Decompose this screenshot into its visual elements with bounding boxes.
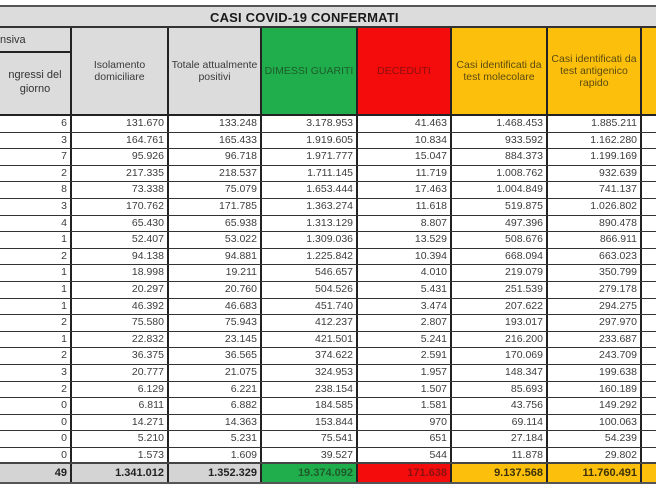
cell-ingressi: 0 <box>0 398 72 414</box>
cell-totale-positivi: 19.211 <box>169 265 262 281</box>
cell-antigenico: 297.970 <box>548 315 642 331</box>
header-isolamento: Isolamento domiciliare <box>72 28 169 116</box>
cell-totale-positivi: 75.943 <box>169 315 262 331</box>
cell-dimessi: 451.740 <box>262 299 358 315</box>
cell-antigenico: 294.275 <box>548 299 642 315</box>
cell-ingressi: 2 <box>0 166 72 182</box>
cell-cutoff <box>642 282 656 298</box>
cell-cutoff <box>642 382 656 398</box>
table-row <box>0 332 656 349</box>
cell-totale-positivi: 46.683 <box>169 299 262 315</box>
cell-molecolare: 170.069 <box>452 348 548 364</box>
header-dimessi-guariti: DIMESSI GUARITI <box>262 28 358 116</box>
cell-dimessi: 1.711.145 <box>262 166 358 182</box>
cell-antigenico: 866.911 <box>548 232 642 248</box>
cell-cutoff <box>642 249 656 265</box>
cell-antigenico: 279.178 <box>548 282 642 298</box>
totals-row <box>0 462 656 484</box>
cell-isolamento: 65.430 <box>72 216 169 232</box>
cell-dimessi: 1.225.842 <box>262 249 358 265</box>
cell-totale-positivi: 65.938 <box>169 216 262 232</box>
table-row <box>0 182 656 199</box>
cell-dimessi: 3.178.953 <box>262 116 358 132</box>
cell-cutoff <box>642 216 656 232</box>
cell-antigenico: 350.799 <box>548 265 642 281</box>
cell-cutoff <box>642 265 656 281</box>
cell-cutoff <box>642 166 656 182</box>
cell-ingressi: 2 <box>0 249 72 265</box>
cell-antigenico: 1.885.211 <box>548 116 642 132</box>
header-casi-antigenico: Casi identificati da test antigenico rapido <box>548 28 642 116</box>
cell-isolamento: 94.138 <box>72 249 169 265</box>
cell-totale-positivi: 20.760 <box>169 282 262 298</box>
cell-dimessi: 75.541 <box>262 431 358 447</box>
cell-antigenico: 1.026.802 <box>548 199 642 215</box>
cell-totale-positivi: 171.785 <box>169 199 262 215</box>
cell-dimessi: 374.622 <box>262 348 358 364</box>
cell-deceduti: 5.431 <box>358 282 452 298</box>
cell-cutoff <box>642 365 656 381</box>
cell-ingressi: 1 <box>0 299 72 315</box>
cell-deceduti: 3.474 <box>358 299 452 315</box>
cell-isolamento: 22.832 <box>72 332 169 348</box>
table-row <box>0 216 656 233</box>
header-deceduti: DECEDUTI <box>358 28 452 116</box>
cell-molecolare: 69.114 <box>452 415 548 431</box>
table-row <box>0 199 656 216</box>
cell-molecolare: 519.875 <box>452 199 548 215</box>
cell-totale-positivi: 133.248 <box>169 116 262 132</box>
total-antigenico: 11.760.491 <box>548 464 642 482</box>
total-molecolare: 9.137.568 <box>452 464 548 482</box>
cell-dimessi: 546.657 <box>262 265 358 281</box>
cell-cutoff <box>642 431 656 447</box>
cell-isolamento: 6.811 <box>72 398 169 414</box>
cell-molecolare: 43.756 <box>452 398 548 414</box>
table-body <box>0 116 656 464</box>
cell-antigenico: 1.199.169 <box>548 149 642 165</box>
cell-antigenico: 663.023 <box>548 249 642 265</box>
cell-ingressi: 8 <box>0 182 72 198</box>
cell-dimessi: 153.844 <box>262 415 358 431</box>
cell-isolamento: 131.670 <box>72 116 169 132</box>
cell-ingressi: 1 <box>0 332 72 348</box>
cell-dimessi: 1.363.274 <box>262 199 358 215</box>
cell-deceduti: 1.507 <box>358 382 452 398</box>
cell-isolamento: 46.392 <box>72 299 169 315</box>
cell-molecolare: 933.592 <box>452 133 548 149</box>
cell-dimessi: 1.971.777 <box>262 149 358 165</box>
cell-antigenico: 149.292 <box>548 398 642 414</box>
cell-totale-positivi: 14.363 <box>169 415 262 431</box>
cell-cutoff <box>642 398 656 414</box>
cell-totale-positivi: 1.609 <box>169 448 262 464</box>
cell-ingressi: 7 <box>0 149 72 165</box>
cell-dimessi: 421.501 <box>262 332 358 348</box>
table-row <box>0 348 656 365</box>
cell-dimessi: 184.585 <box>262 398 358 414</box>
cell-dimessi: 238.154 <box>262 382 358 398</box>
cell-totale-positivi: 6.882 <box>169 398 262 414</box>
table-title-bar <box>0 5 656 28</box>
cell-ingressi: 3 <box>0 199 72 215</box>
cell-deceduti: 2.807 <box>358 315 452 331</box>
cell-isolamento: 75.580 <box>72 315 169 331</box>
cell-antigenico: 243.709 <box>548 348 642 364</box>
total-totale-positivi: 1.352.329 <box>169 464 262 482</box>
cell-dimessi: 504.526 <box>262 282 358 298</box>
header-casi-molecolare: Casi identificati da test molecolare <box>452 28 548 116</box>
cell-molecolare: 27.184 <box>452 431 548 447</box>
cell-isolamento: 14.271 <box>72 415 169 431</box>
cell-deceduti: 13.529 <box>358 232 452 248</box>
cell-isolamento: 164.761 <box>72 133 169 149</box>
cell-ingressi: 6 <box>0 116 72 132</box>
cell-molecolare: 884.373 <box>452 149 548 165</box>
cell-antigenico: 100.063 <box>548 415 642 431</box>
cell-molecolare: 1.468.453 <box>452 116 548 132</box>
cell-cutoff <box>642 149 656 165</box>
cell-molecolare: 668.094 <box>452 249 548 265</box>
cell-cutoff <box>642 332 656 348</box>
cell-molecolare: 219.079 <box>452 265 548 281</box>
cell-deceduti: 17.463 <box>358 182 452 198</box>
cell-ingressi: 3 <box>0 133 72 149</box>
cell-isolamento: 20.297 <box>72 282 169 298</box>
cell-ingressi: 2 <box>0 382 72 398</box>
table-row <box>0 232 656 249</box>
cell-dimessi: 324.953 <box>262 365 358 381</box>
cell-totale-positivi: 218.537 <box>169 166 262 182</box>
table-row <box>0 249 656 266</box>
cell-dimessi: 1.653.444 <box>262 182 358 198</box>
cell-antigenico: 233.687 <box>548 332 642 348</box>
table-row <box>0 431 656 448</box>
cell-ingressi: 0 <box>0 431 72 447</box>
cell-isolamento: 1.573 <box>72 448 169 464</box>
cell-isolamento: 20.777 <box>72 365 169 381</box>
cell-cutoff <box>642 348 656 364</box>
cell-deceduti: 5.241 <box>358 332 452 348</box>
table-row <box>0 133 656 150</box>
cell-deceduti: 15.047 <box>358 149 452 165</box>
cell-isolamento: 18.998 <box>72 265 169 281</box>
cell-isolamento: 217.335 <box>72 166 169 182</box>
cell-cutoff <box>642 133 656 149</box>
cell-totale-positivi: 94.881 <box>169 249 262 265</box>
cell-dimessi: 1.309.036 <box>262 232 358 248</box>
cell-totale-positivi: 36.565 <box>169 348 262 364</box>
cell-molecolare: 11.878 <box>452 448 548 464</box>
cell-totale-positivi: 21.075 <box>169 365 262 381</box>
cell-totale-positivi: 165.433 <box>169 133 262 149</box>
table-title: CASI COVID-19 CONFERMATI <box>210 10 399 25</box>
cell-cutoff <box>642 315 656 331</box>
cell-isolamento: 73.338 <box>72 182 169 198</box>
cell-deceduti: 2.591 <box>358 348 452 364</box>
cell-molecolare: 497.396 <box>452 216 548 232</box>
cell-antigenico: 1.162.280 <box>548 133 642 149</box>
cell-molecolare: 508.676 <box>452 232 548 248</box>
cell-deceduti: 8.807 <box>358 216 452 232</box>
total-deceduti: 171.638 <box>358 464 452 482</box>
cell-isolamento: 36.375 <box>72 348 169 364</box>
cell-isolamento: 52.407 <box>72 232 169 248</box>
cell-molecolare: 148.347 <box>452 365 548 381</box>
cell-dimessi: 1.313.129 <box>262 216 358 232</box>
total-isolamento: 1.341.012 <box>72 464 169 482</box>
cell-dimessi: 1.919.605 <box>262 133 358 149</box>
cell-isolamento: 6.129 <box>72 382 169 398</box>
table-row <box>0 299 656 316</box>
table-row <box>0 282 656 299</box>
cell-deceduti: 544 <box>358 448 452 464</box>
cell-molecolare: 207.622 <box>452 299 548 315</box>
cell-ingressi: 1 <box>0 282 72 298</box>
cell-antigenico: 54.239 <box>548 431 642 447</box>
cell-deceduti: 10.394 <box>358 249 452 265</box>
cell-cutoff <box>642 299 656 315</box>
cell-totale-positivi: 5.231 <box>169 431 262 447</box>
cell-deceduti: 11.719 <box>358 166 452 182</box>
cell-molecolare: 216.200 <box>452 332 548 348</box>
table-row <box>0 265 656 282</box>
cell-cutoff <box>642 199 656 215</box>
header-totale-positivi: Totale attualmente positivi <box>169 28 262 116</box>
cell-antigenico: 741.137 <box>548 182 642 198</box>
cell-totale-positivi: 75.079 <box>169 182 262 198</box>
cell-cutoff <box>642 182 656 198</box>
group-header-fragment: nsiva <box>0 28 72 53</box>
cell-dimessi: 39.527 <box>262 448 358 464</box>
cell-ingressi: 3 <box>0 365 72 381</box>
cell-deceduti: 1.957 <box>358 365 452 381</box>
cell-ingressi: 2 <box>0 315 72 331</box>
total-dimessi: 19.374.092 <box>262 464 358 482</box>
table-row <box>0 166 656 183</box>
table-row <box>0 398 656 415</box>
cell-antigenico: 932.639 <box>548 166 642 182</box>
cell-ingressi: 0 <box>0 448 72 464</box>
cell-deceduti: 651 <box>358 431 452 447</box>
table-row <box>0 415 656 432</box>
table-row <box>0 365 656 382</box>
cell-antigenico: 199.638 <box>548 365 642 381</box>
cell-ingressi: 1 <box>0 232 72 248</box>
header-next-column-cutoff <box>642 28 656 116</box>
total-ingressi: 49 <box>0 464 72 482</box>
cell-cutoff <box>642 232 656 248</box>
cell-dimessi: 412.237 <box>262 315 358 331</box>
cell-totale-positivi: 23.145 <box>169 332 262 348</box>
cell-antigenico: 160.189 <box>548 382 642 398</box>
cell-ingressi: 4 <box>0 216 72 232</box>
table-row <box>0 116 656 133</box>
cell-antigenico: 29.802 <box>548 448 642 464</box>
cell-deceduti: 11.618 <box>358 199 452 215</box>
cell-molecolare: 193.017 <box>452 315 548 331</box>
cell-deceduti: 41.463 <box>358 116 452 132</box>
cell-isolamento: 95.926 <box>72 149 169 165</box>
cell-molecolare: 1.004.849 <box>452 182 548 198</box>
cell-isolamento: 5.210 <box>72 431 169 447</box>
cell-totale-positivi: 53.022 <box>169 232 262 248</box>
cell-ingressi: 1 <box>0 265 72 281</box>
cell-ingressi: 0 <box>0 415 72 431</box>
cell-cutoff <box>642 415 656 431</box>
table-row <box>0 315 656 332</box>
cell-deceduti: 970 <box>358 415 452 431</box>
cell-molecolare: 85.693 <box>452 382 548 398</box>
cell-totale-positivi: 96.718 <box>169 149 262 165</box>
cell-antigenico: 890.478 <box>548 216 642 232</box>
cell-totale-positivi: 6.221 <box>169 382 262 398</box>
cell-deceduti: 1.581 <box>358 398 452 414</box>
table-row <box>0 149 656 166</box>
table-row <box>0 382 656 399</box>
cell-deceduti: 4.010 <box>358 265 452 281</box>
cell-deceduti: 10.834 <box>358 133 452 149</box>
cell-cutoff <box>642 116 656 132</box>
cell-ingressi: 2 <box>0 348 72 364</box>
cell-molecolare: 251.539 <box>452 282 548 298</box>
cell-molecolare: 1.008.762 <box>452 166 548 182</box>
cell-isolamento: 170.762 <box>72 199 169 215</box>
total-next-column-cutoff <box>642 464 656 482</box>
header-ingressi: ngressi del giorno <box>0 53 72 116</box>
